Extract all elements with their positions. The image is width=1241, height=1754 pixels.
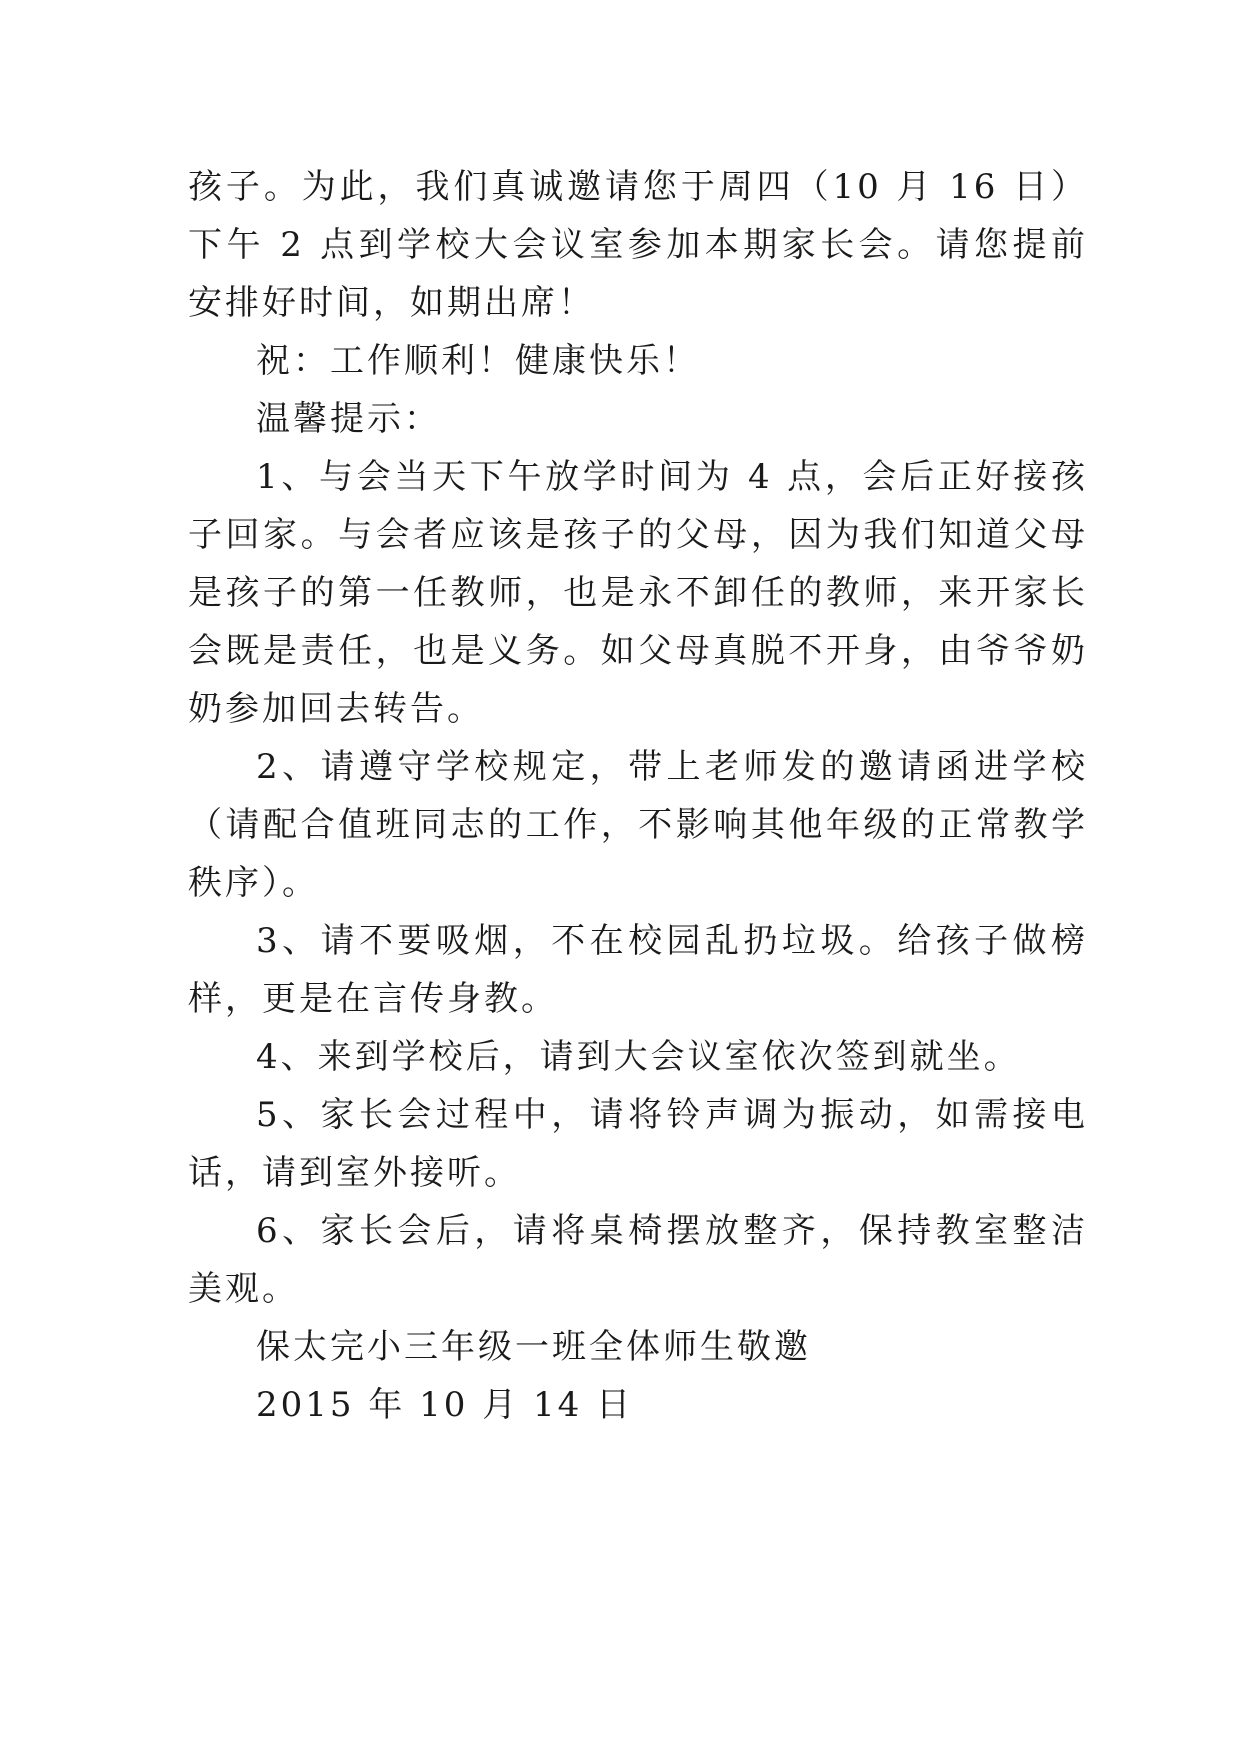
- paragraph-tip-3: 3、请不要吸烟，不在校园乱扔垃圾。给孩子做榜样，更是在言传身教。: [188, 921, 1088, 1019]
- paragraph-greeting: 祝：工作顺利！健康快乐！: [256, 341, 700, 381]
- paragraph-tip-1: 1、与会当天下午放学时间为 4 点，会后正好接孩子回家。与会者应该是孩子的父母，因为我们知道父母是孩子的第一任教师，也是永不卸任的教师，来开家长会既是责任，也是义务。如父母真脱不开身，由爷爷奶奶参加回去转告。: [188, 457, 1088, 729]
- paragraph-tip-5: 5、家长会过程中，请将铃声调为振动，如需接电话，请到室外接听。: [188, 1095, 1088, 1193]
- paragraph-tip-6: 6、家长会后，请将桌椅摆放整齐，保持教室整洁美观。: [188, 1211, 1088, 1309]
- paragraph-tips-heading: 温馨提示：: [256, 399, 441, 439]
- paragraph-tip-4: 4、来到学校后，请到大会议室依次签到就坐。: [256, 1037, 1021, 1077]
- signature-line: 保太完小三年级一班全体师生敬邀: [256, 1327, 811, 1367]
- paragraph-tip-2: 2、请遵守学校规定，带上老师发的邀请函进学校（请配合值班同志的工作，不影响其他年级的正常教学秩序）。: [188, 747, 1088, 903]
- date-line: 2015 年 10 月 14 日: [256, 1385, 634, 1425]
- document-body: [188, 158, 1088, 1434]
- paragraph-continuation: 孩子。为此，我们真诚邀请您于周四（10 月 16 日）下午 2 点到学校大会议室参加本期家长会。请您提前安排好时间，如期出席！: [188, 167, 1088, 323]
